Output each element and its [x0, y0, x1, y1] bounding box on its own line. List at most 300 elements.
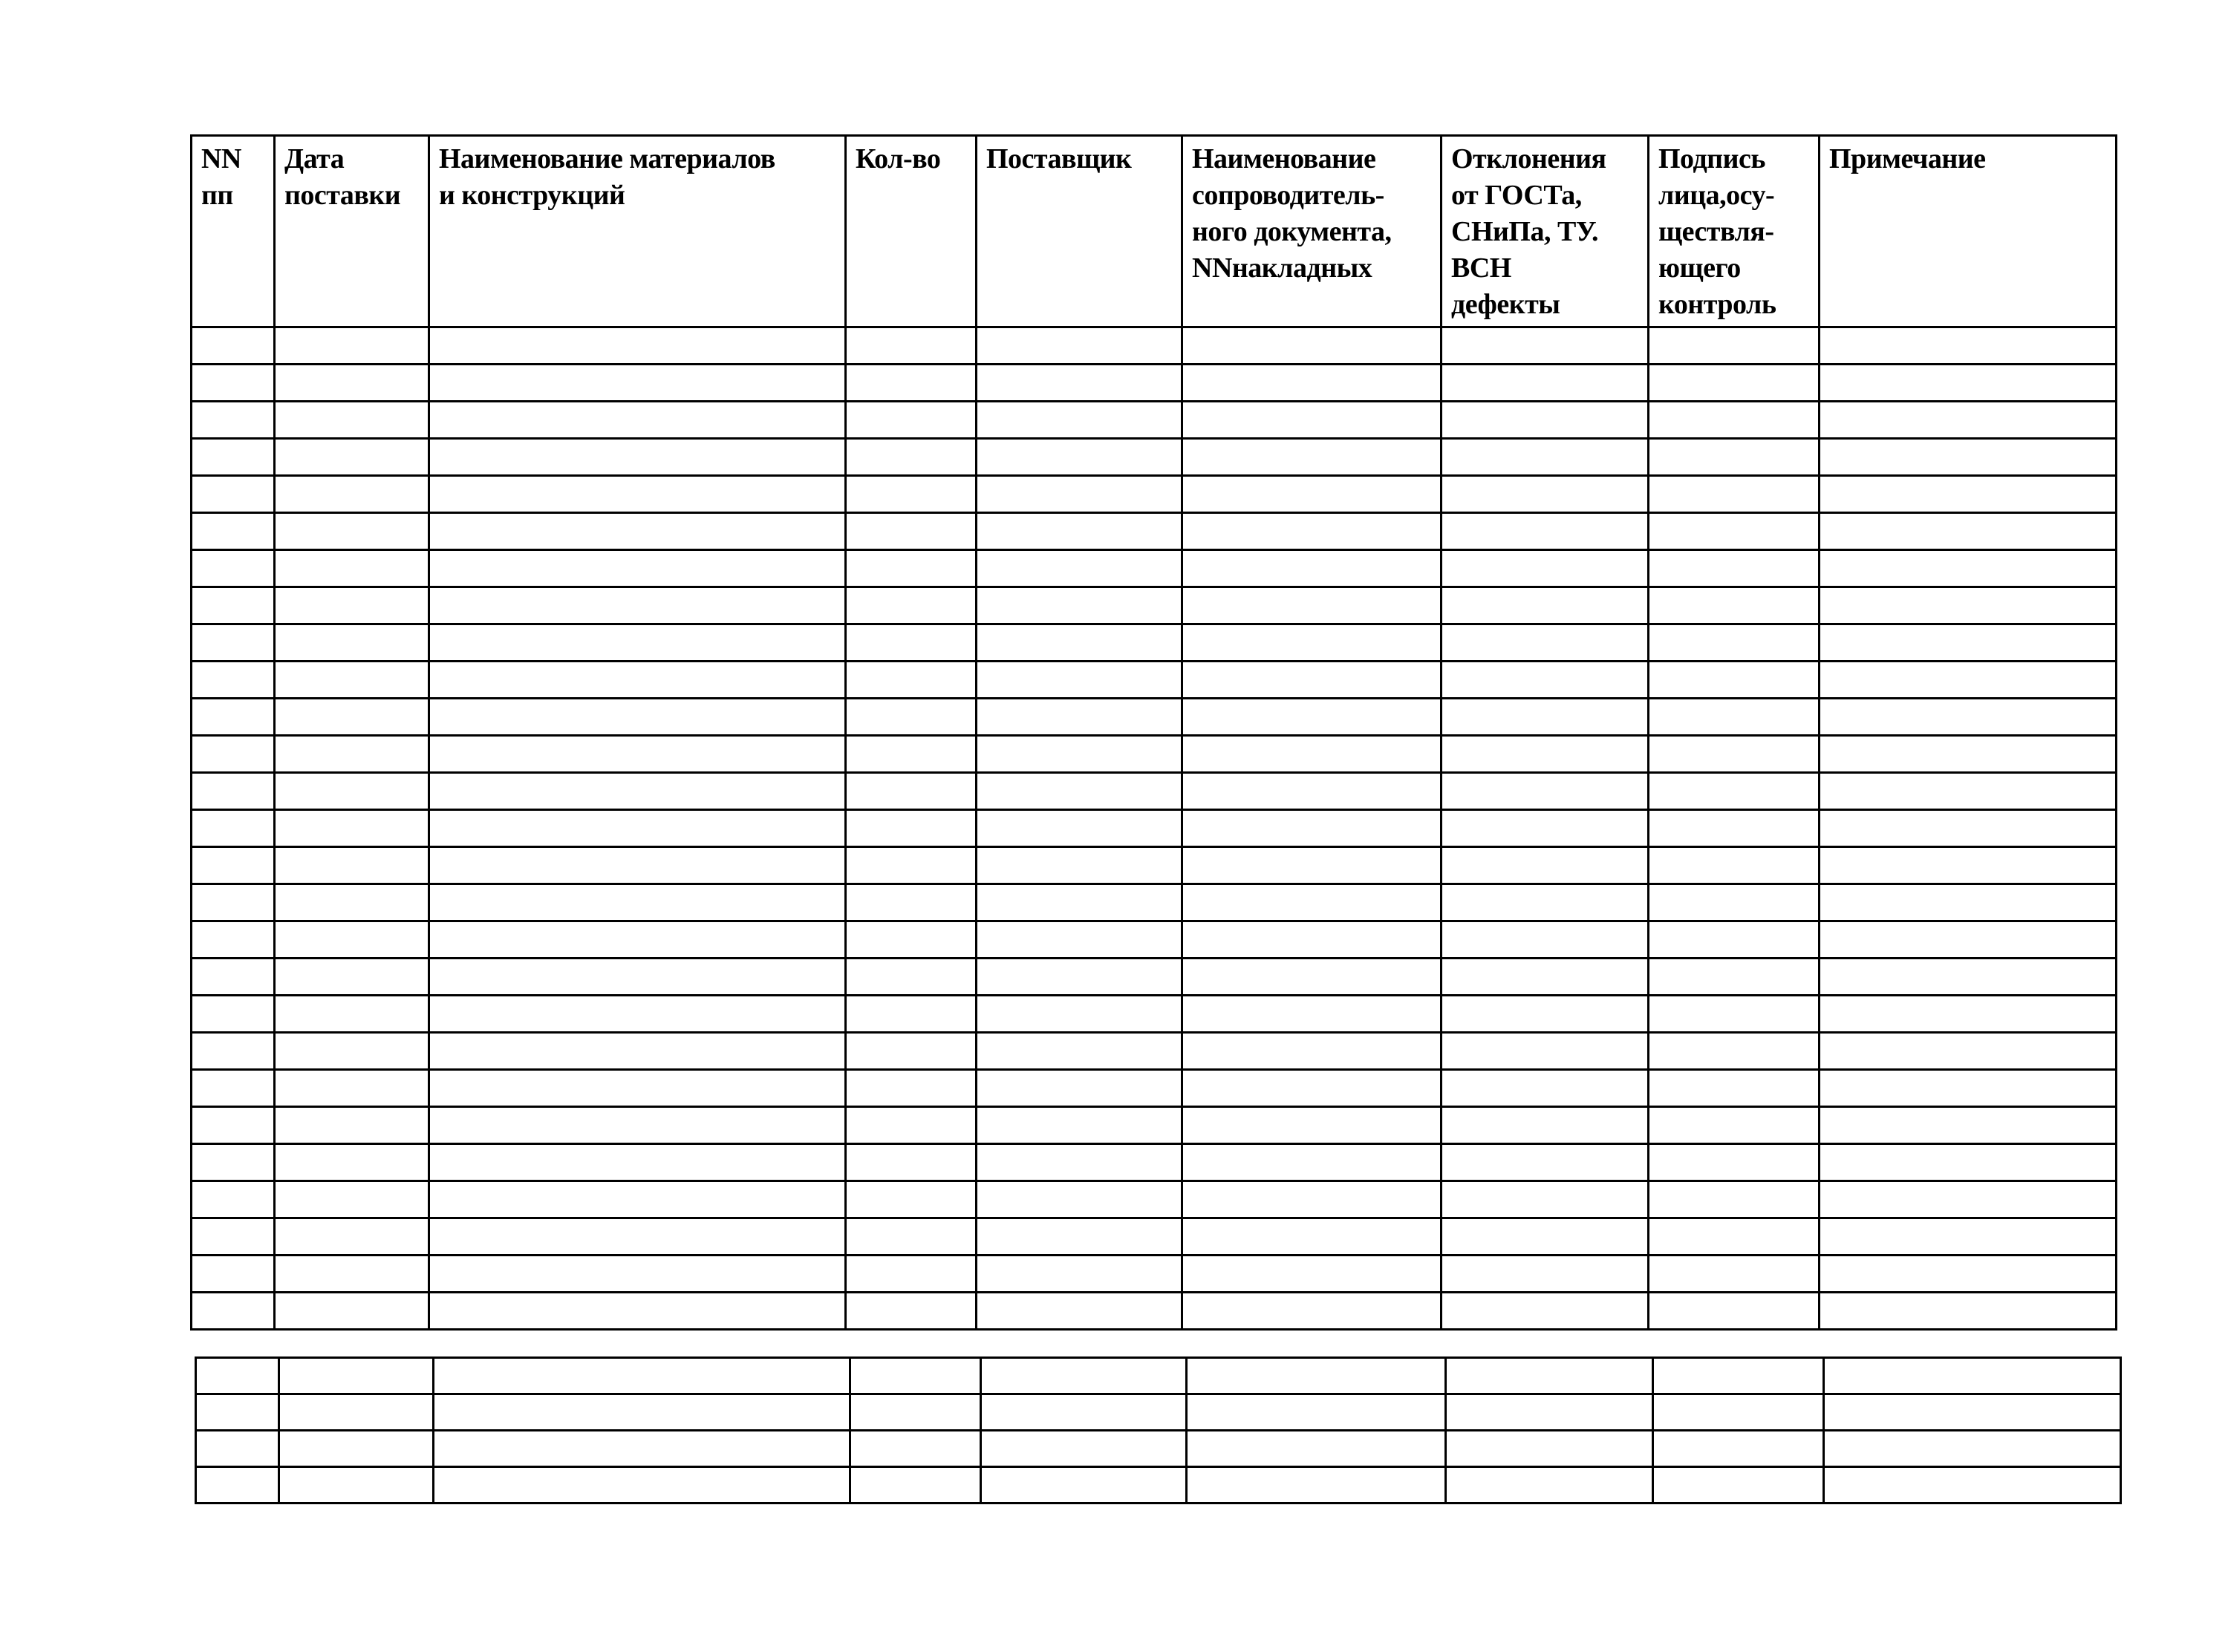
table-cell-empty: [275, 773, 429, 810]
table-cell-empty: [275, 959, 429, 996]
table-cell-empty: [1649, 959, 1820, 996]
table-cell-empty: [1820, 884, 2117, 921]
table-row: [192, 1144, 2117, 1181]
column-header-deviations: Отклонения от ГОСТа, СНиПа, ТУ. ВСН дефекты: [1442, 136, 1649, 327]
table-cell-empty: [1820, 773, 2117, 810]
table-cell-empty: [275, 476, 429, 513]
table-cell-empty: [429, 1144, 846, 1181]
table-cell-empty: [434, 1431, 850, 1467]
table-cell-empty: [977, 587, 1182, 624]
table-cell-empty: [846, 847, 977, 884]
table-cell-empty: [977, 921, 1182, 959]
table-cell-empty: [1820, 1033, 2117, 1070]
table-cell-empty: [1824, 1431, 2121, 1467]
table-cell-empty: [846, 1181, 977, 1218]
table-row: [192, 959, 2117, 996]
table-cell-empty: [1649, 996, 1820, 1033]
table-cell-empty: [1649, 1144, 1820, 1181]
table-cell-empty: [1820, 699, 2117, 736]
table-cell-empty: [1442, 996, 1649, 1033]
table-cell-empty: [1649, 847, 1820, 884]
table-cell-empty: [846, 476, 977, 513]
table-cell-empty: [192, 402, 275, 439]
table-cell-empty: [275, 1256, 429, 1293]
table-cell-empty: [429, 587, 846, 624]
table-cell-empty: [192, 1218, 275, 1256]
table-row: [192, 1033, 2117, 1070]
table-cell-empty: [279, 1431, 434, 1467]
table-cell-empty: [1820, 810, 2117, 847]
table-cell-empty: [275, 662, 429, 699]
table-row: [192, 439, 2117, 476]
table-cell-empty: [846, 773, 977, 810]
table-row: [192, 624, 2117, 662]
table-cell-empty: [1182, 587, 1442, 624]
table-cell-empty: [1446, 1394, 1653, 1431]
table-cell-empty: [1182, 550, 1442, 587]
table-row: [192, 884, 2117, 921]
table-cell-empty: [1442, 1144, 1649, 1181]
table-row: [192, 1293, 2117, 1330]
table-cell-empty: [429, 773, 846, 810]
table-cell-empty: [1820, 624, 2117, 662]
table-cell-empty: [846, 550, 977, 587]
table-cell-empty: [846, 921, 977, 959]
table-cell-empty: [1820, 402, 2117, 439]
table-cell-empty: [1187, 1467, 1446, 1504]
table-cell-empty: [1442, 550, 1649, 587]
table-cell-empty: [275, 996, 429, 1033]
table-cell-empty: [1182, 1107, 1442, 1144]
table-body-continuation: [196, 1358, 2121, 1504]
table-cell-empty: [1649, 402, 1820, 439]
table-cell-empty: [429, 439, 846, 476]
table-cell-empty: [1820, 1218, 2117, 1256]
table-cell-empty: [429, 476, 846, 513]
table-row: [196, 1431, 2121, 1467]
table-cell-empty: [977, 1144, 1182, 1181]
table-cell-empty: [429, 1107, 846, 1144]
table-cell-empty: [192, 921, 275, 959]
table-cell-empty: [192, 996, 275, 1033]
material-control-table-continuation: [195, 1356, 2122, 1504]
table-cell-empty: [192, 476, 275, 513]
table-cell-empty: [192, 699, 275, 736]
table-cell-empty: [196, 1467, 279, 1504]
table-cell-empty: [1649, 1218, 1820, 1256]
table-cell-empty: [1820, 996, 2117, 1033]
table-cell-empty: [1182, 1070, 1442, 1107]
table-header-row: [192, 136, 2117, 327]
table-cell-empty: [192, 1144, 275, 1181]
table-cell-empty: [846, 1144, 977, 1181]
table-cell-empty: [1442, 1218, 1649, 1256]
table-cell-empty: [1182, 1218, 1442, 1256]
table-row: [192, 1181, 2117, 1218]
table-cell-empty: [275, 736, 429, 773]
table-cell-empty: [1442, 921, 1649, 959]
table-cell-empty: [1820, 1256, 2117, 1293]
table-cell-empty: [1820, 1181, 2117, 1218]
table-cell-empty: [846, 1070, 977, 1107]
table-cell-empty: [977, 1293, 1182, 1330]
table-cell-empty: [275, 1144, 429, 1181]
table-row: [192, 1070, 2117, 1107]
table-cell-empty: [1187, 1358, 1446, 1394]
table-cell-empty: [1182, 365, 1442, 402]
table-cell-empty: [1649, 1181, 1820, 1218]
table-cell-empty: [1442, 476, 1649, 513]
table-cell-empty: [1182, 810, 1442, 847]
table-cell-empty: [275, 624, 429, 662]
table-cell-empty: [1182, 402, 1442, 439]
table-cell-empty: [981, 1394, 1187, 1431]
table-cell-empty: [1442, 587, 1649, 624]
table-cell-empty: [846, 365, 977, 402]
table-cell-empty: [1182, 513, 1442, 550]
table-row: [192, 587, 2117, 624]
table-cell-empty: [1442, 847, 1649, 884]
table-cell-empty: [1649, 884, 1820, 921]
table-cell-empty: [977, 1107, 1182, 1144]
table-cell-empty: [429, 996, 846, 1033]
table-cell-empty: [977, 513, 1182, 550]
table-cell-empty: [1820, 736, 2117, 773]
table-cell-empty: [846, 624, 977, 662]
table-cell-empty: [1820, 1144, 2117, 1181]
table-cell-empty: [977, 884, 1182, 921]
table-cell-empty: [429, 402, 846, 439]
table-cell-empty: [429, 662, 846, 699]
table-cell-empty: [977, 1218, 1182, 1256]
table-cell-empty: [275, 439, 429, 476]
table-cell-empty: [977, 773, 1182, 810]
column-header-quantity: Кол-во: [846, 136, 977, 327]
table-cell-empty: [1442, 736, 1649, 773]
table-cell-empty: [1182, 327, 1442, 365]
table-cell-empty: [846, 1218, 977, 1256]
table-cell-empty: [977, 476, 1182, 513]
table-cell-empty: [846, 513, 977, 550]
table-cell-empty: [1446, 1467, 1653, 1504]
table-cell-empty: [850, 1358, 981, 1394]
table-row: [192, 736, 2117, 773]
table-cell-empty: [1187, 1431, 1446, 1467]
table-cell-empty: [275, 847, 429, 884]
table-cell-empty: [1820, 365, 2117, 402]
table-cell-empty: [429, 1218, 846, 1256]
table-cell-empty: [1182, 1293, 1442, 1330]
table-cell-empty: [1182, 736, 1442, 773]
table-row: [192, 365, 2117, 402]
table-cell-empty: [429, 550, 846, 587]
table-cell-empty: [1649, 736, 1820, 773]
table-cell-empty: [275, 1293, 429, 1330]
table-cell-empty: [275, 1070, 429, 1107]
table-cell-empty: [1182, 921, 1442, 959]
table-cell-empty: [977, 1181, 1182, 1218]
table-cell-empty: [192, 1033, 275, 1070]
table-cell-empty: [434, 1358, 850, 1394]
table-cell-empty: [1442, 327, 1649, 365]
table-cell-empty: [1182, 1256, 1442, 1293]
table-cell-empty: [1442, 1293, 1649, 1330]
table-cell-empty: [429, 699, 846, 736]
table-cell-empty: [1442, 959, 1649, 996]
table-cell-empty: [429, 513, 846, 550]
table-cell-empty: [1649, 327, 1820, 365]
table-cell-empty: [192, 1293, 275, 1330]
table-cell-empty: [1820, 550, 2117, 587]
table-cell-empty: [1820, 327, 2117, 365]
table-cell-empty: [850, 1467, 981, 1504]
table-cell-empty: [1824, 1394, 2121, 1431]
table-cell-empty: [846, 587, 977, 624]
table-cell-empty: [1442, 1181, 1649, 1218]
table-cell-empty: [429, 1256, 846, 1293]
table-cell-empty: [192, 662, 275, 699]
table-cell-empty: [429, 624, 846, 662]
table-cell-empty: [1649, 699, 1820, 736]
table-cell-empty: [846, 1033, 977, 1070]
table-cell-empty: [1653, 1358, 1824, 1394]
table-cell-empty: [977, 996, 1182, 1033]
table-cell-empty: [275, 1218, 429, 1256]
table-cell-empty: [1182, 1144, 1442, 1181]
table-cell-empty: [275, 921, 429, 959]
column-header-delivery-date: Дата поставки: [275, 136, 429, 327]
table-cell-empty: [846, 699, 977, 736]
table-row: [192, 476, 2117, 513]
table-cell-empty: [977, 959, 1182, 996]
table-cell-empty: [429, 810, 846, 847]
table-cell-empty: [977, 365, 1182, 402]
table-cell-empty: [1653, 1431, 1824, 1467]
table-cell-empty: [1649, 1256, 1820, 1293]
table-cell-empty: [196, 1358, 279, 1394]
table-cell-empty: [846, 736, 977, 773]
table-cell-empty: [1824, 1467, 2121, 1504]
table-cell-empty: [1442, 810, 1649, 847]
table-row: [192, 1256, 2117, 1293]
table-cell-empty: [434, 1467, 850, 1504]
table-row: [192, 847, 2117, 884]
table-cell-empty: [1442, 884, 1649, 921]
table-cell-empty: [977, 736, 1182, 773]
table-cell-empty: [1824, 1358, 2121, 1394]
table-cell-empty: [275, 402, 429, 439]
table-cell-empty: [429, 959, 846, 996]
table-cell-empty: [1820, 513, 2117, 550]
table-cell-empty: [429, 327, 846, 365]
table-row: [192, 402, 2117, 439]
table-cell-empty: [1820, 921, 2117, 959]
table-cell-empty: [192, 365, 275, 402]
table-cell-empty: [977, 1256, 1182, 1293]
table-cell-empty: [1649, 513, 1820, 550]
table-cell-empty: [275, 1033, 429, 1070]
table-cell-empty: [846, 1256, 977, 1293]
table-cell-empty: [850, 1431, 981, 1467]
table-cell-empty: [429, 1070, 846, 1107]
table-cell-empty: [846, 884, 977, 921]
table-cell-empty: [192, 773, 275, 810]
table-row: [192, 513, 2117, 550]
table-cell-empty: [192, 439, 275, 476]
table-cell-empty: [846, 402, 977, 439]
table-cell-empty: [1820, 959, 2117, 996]
table-cell-empty: [846, 810, 977, 847]
table-cell-empty: [1442, 1107, 1649, 1144]
table-cell-empty: [1820, 1070, 2117, 1107]
table-cell-empty: [1820, 439, 2117, 476]
table-cell-empty: [1820, 847, 2117, 884]
table-cell-empty: [1442, 1256, 1649, 1293]
table-cell-empty: [192, 810, 275, 847]
table-cell-empty: [1653, 1467, 1824, 1504]
table-cell-empty: [850, 1394, 981, 1431]
table-cell-empty: [1442, 662, 1649, 699]
table-cell-empty: [1446, 1431, 1653, 1467]
table-cell-empty: [192, 884, 275, 921]
table-cell-empty: [192, 736, 275, 773]
table-cell-empty: [846, 959, 977, 996]
table-cell-empty: [1820, 1293, 2117, 1330]
table-cell-empty: [1649, 550, 1820, 587]
table-cell-empty: [977, 1033, 1182, 1070]
table-body: [192, 327, 2117, 1330]
table-cell-empty: [1442, 513, 1649, 550]
table-cell-empty: [981, 1467, 1187, 1504]
table-cell-empty: [429, 884, 846, 921]
table-cell-empty: [192, 327, 275, 365]
table-cell-empty: [977, 810, 1182, 847]
table-cell-empty: [275, 550, 429, 587]
table-cell-empty: [1649, 439, 1820, 476]
material-control-table: [190, 134, 2117, 1331]
table-cell-empty: [977, 550, 1182, 587]
table-cell-empty: [846, 996, 977, 1033]
table-cell-empty: [1182, 847, 1442, 884]
table-cell-empty: [1442, 402, 1649, 439]
table-cell-empty: [1182, 1033, 1442, 1070]
table-cell-empty: [1442, 1033, 1649, 1070]
table-cell-empty: [1182, 1181, 1442, 1218]
table-cell-empty: [192, 624, 275, 662]
table-cell-empty: [977, 847, 1182, 884]
table-cell-empty: [977, 402, 1182, 439]
table-row: [192, 699, 2117, 736]
table-row: [196, 1358, 2121, 1394]
table-cell-empty: [1649, 773, 1820, 810]
table-cell-empty: [1820, 476, 2117, 513]
table-cell-empty: [846, 662, 977, 699]
table-cell-empty: [1649, 1107, 1820, 1144]
table-row: [192, 1218, 2117, 1256]
table-cell-empty: [846, 439, 977, 476]
table-cell-empty: [1442, 1070, 1649, 1107]
table-row: [196, 1394, 2121, 1431]
table-cell-empty: [977, 1070, 1182, 1107]
table-cell-empty: [1182, 439, 1442, 476]
table-cell-empty: [1182, 959, 1442, 996]
table-cell-empty: [846, 327, 977, 365]
table-cell-empty: [429, 847, 846, 884]
table-cell-empty: [1649, 921, 1820, 959]
table-cell-empty: [977, 439, 1182, 476]
table-cell-empty: [1649, 587, 1820, 624]
table-cell-empty: [1649, 476, 1820, 513]
table-cell-empty: [275, 884, 429, 921]
table-cell-empty: [1442, 439, 1649, 476]
column-header-material-name: Наименование материалов и конструкций: [429, 136, 846, 327]
table-cell-empty: [1649, 1033, 1820, 1070]
table-cell-empty: [192, 550, 275, 587]
table-cell-empty: [977, 662, 1182, 699]
table-row: [192, 810, 2117, 847]
table-cell-empty: [1820, 1107, 2117, 1144]
table-cell-empty: [1649, 662, 1820, 699]
table-row: [192, 921, 2117, 959]
table-cell-empty: [977, 624, 1182, 662]
table-cell-empty: [275, 365, 429, 402]
table-row: [192, 550, 2117, 587]
table-cell-empty: [1649, 1070, 1820, 1107]
table-cell-empty: [192, 1181, 275, 1218]
table-cell-empty: [275, 1181, 429, 1218]
table-cell-empty: [275, 513, 429, 550]
table-cell-empty: [275, 327, 429, 365]
table-cell-empty: [1182, 662, 1442, 699]
table-cell-empty: [1649, 624, 1820, 662]
table-cell-empty: [279, 1394, 434, 1431]
table-cell-empty: [192, 1070, 275, 1107]
table-cell-empty: [977, 327, 1182, 365]
table-cell-empty: [275, 810, 429, 847]
table-cell-empty: [1820, 587, 2117, 624]
table-cell-empty: [1182, 773, 1442, 810]
table-cell-empty: [429, 921, 846, 959]
table-cell-empty: [1187, 1394, 1446, 1431]
column-header-number: NN пп: [192, 136, 275, 327]
table-cell-empty: [1653, 1394, 1824, 1431]
table-cell-empty: [981, 1358, 1187, 1394]
table-row: [196, 1467, 2121, 1504]
table-cell-empty: [434, 1394, 850, 1431]
table-cell-empty: [1442, 365, 1649, 402]
table-cell-empty: [429, 1293, 846, 1330]
table-cell-empty: [1649, 1293, 1820, 1330]
column-header-document-name: Наименование сопроводитель- ного документа, NNнакладных: [1182, 136, 1442, 327]
table-row: [192, 662, 2117, 699]
table-cell-empty: [846, 1107, 977, 1144]
table-cell-empty: [196, 1431, 279, 1467]
table-cell-empty: [981, 1431, 1187, 1467]
column-header-supplier: Поставщик: [977, 136, 1182, 327]
table-row: [192, 996, 2117, 1033]
table-cell-empty: [192, 847, 275, 884]
table-cell-empty: [192, 513, 275, 550]
table-cell-empty: [1182, 699, 1442, 736]
table-cell-empty: [1182, 996, 1442, 1033]
table-cell-empty: [1649, 810, 1820, 847]
table-cell-empty: [429, 1181, 846, 1218]
table-row: [192, 773, 2117, 810]
table-cell-empty: [275, 587, 429, 624]
table-cell-empty: [1182, 884, 1442, 921]
table-cell-empty: [1442, 773, 1649, 810]
table-cell-empty: [1182, 476, 1442, 513]
